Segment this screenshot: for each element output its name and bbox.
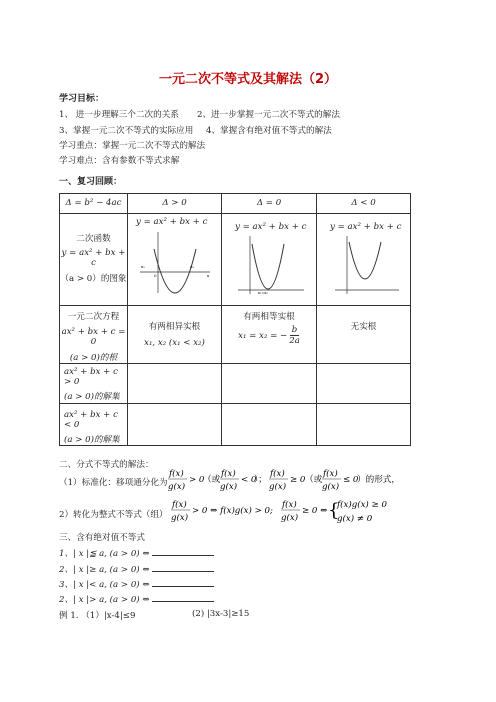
key-point: 学习重点：掌握一元二次不等式的解法 <box>59 141 206 151</box>
svg-text:0: 0 <box>154 273 157 278</box>
svg-text:> 0 ⇔ f(x)g(x) > 0;: > 0 ⇔ f(x)g(x) > 0; <box>192 506 273 516</box>
gt-solution-zero <box>222 364 317 404</box>
svg-text:）；: ）； <box>254 475 267 485</box>
goal-1: 1、 进一步理解三个二次的关系 <box>59 110 179 120</box>
abs-item-1: 1、| x |≦ a, (a > 0) ⇔ <box>59 547 214 559</box>
svg-text:f(x): f(x) <box>270 469 285 479</box>
lt-solution-label: ax² + bx + c < 0 (a > 0)的解集 <box>60 404 128 446</box>
goal-2: 2、进一步掌握一元二次不等式的解法 <box>197 110 340 120</box>
svg-text:g(x): g(x) <box>322 482 340 492</box>
roots-delta-negative: 无实根 <box>317 306 411 364</box>
fraction-step1-prefix: （1）标准化：移项通分化为 <box>59 478 168 488</box>
answer-blank-2 <box>152 563 214 572</box>
svg-text:f(x): f(x) <box>323 469 338 479</box>
abs-item-4: 2、| x |> a, (a > 0) ⇔ <box>59 593 214 605</box>
svg-text:f(x): f(x) <box>282 500 297 510</box>
gt-solution-pos <box>128 364 222 404</box>
svg-text:f(x): f(x) <box>221 469 236 479</box>
parabola-no-root <box>317 232 410 298</box>
page-title: 一元二次不等式及其解法（2） <box>158 72 338 87</box>
review-table <box>59 193 411 446</box>
fraction-heading: 二、分式不等式的解法： <box>59 460 154 470</box>
goal-4: 4、掌握含有绝对值不等式的解法 <box>206 126 332 136</box>
equation-label-cell: 一元二次方程 ax² + bx + c = 0 (a > 0)的根 <box>60 306 128 364</box>
svg-text:f(x)g(x) ≥ 0: f(x)g(x) ≥ 0 <box>337 500 387 510</box>
header-delta-positive: Δ > 0 <box>128 194 222 214</box>
answer-blank-1 <box>152 547 214 556</box>
gt-solution-neg <box>317 364 411 404</box>
svg-text:g(x) ≠ 0: g(x) ≠ 0 <box>337 514 373 524</box>
svg-text:≥ 0 ⇔: ≥ 0 ⇔ <box>302 506 328 516</box>
svg-text:x₁=x₂: x₁=x₂ <box>258 291 268 295</box>
svg-text:{: { <box>328 500 340 521</box>
svg-text:f(x): f(x) <box>169 469 184 479</box>
goals-heading: 学习目标： <box>59 94 105 104</box>
svg-text:≤ 0: ≤ 0 <box>343 475 359 485</box>
goal-3: 3、掌握一元二次不等式的实际应用 <box>59 126 194 136</box>
lt-solution-pos <box>128 404 222 446</box>
svg-text:> 0: > 0 <box>189 475 205 485</box>
difficult-point: 学习难点：含有参数不等式求解 <box>59 156 180 166</box>
abs-heading: 三、含有绝对值不等式 <box>59 533 145 543</box>
graph-delta-zero: y = ax² + bx + c x₁=x₂ <box>222 214 317 306</box>
fraction-step2-formula <box>169 497 419 529</box>
svg-text:f(x): f(x) <box>172 500 187 510</box>
lt-solution-neg <box>317 404 411 446</box>
svg-text:x: x <box>207 273 210 278</box>
svg-text:< 0: < 0 <box>241 475 257 485</box>
svg-text:（或: （或 <box>203 475 221 485</box>
example-1b: (2) |3x-3|≥15 <box>192 609 250 619</box>
fraction-step2-prefix: 2）转化为整式不等式（组） <box>59 510 168 520</box>
fraction-step1-formula <box>166 467 416 493</box>
function-label-cell: 二次函数 y = ax² + bx + c （a > 0）的图象 <box>60 214 128 306</box>
roots-delta-zero: 有两相等实根 x₁ = x₂ = − $\frac{b}{2a}$ <box>222 306 317 364</box>
svg-text:g(x): g(x) <box>281 513 299 523</box>
gt-solution-label: ax² + bx + c > 0 (a > 0)的解集 <box>60 364 128 404</box>
svg-text:g(x): g(x) <box>269 482 287 492</box>
svg-text:g(x): g(x) <box>168 482 186 492</box>
graph-delta-positive: y = ax² + bx + c x₁ x₂ x 0 <box>128 214 222 306</box>
header-delta-negative: Δ < 0 <box>317 194 411 214</box>
abs-item-2: 2、| x |≥ a, (a > 0) ⇔ <box>59 563 214 575</box>
svg-text:g(x): g(x) <box>220 482 238 492</box>
fraction-step1 <box>59 476 168 488</box>
parabola-one-root <box>222 232 316 298</box>
svg-text:x₁: x₁ <box>141 264 145 269</box>
svg-text:x₂: x₂ <box>190 264 194 269</box>
answer-blank-3 <box>152 578 214 587</box>
graph-delta-negative: y = ax² + bx + c <box>317 214 411 306</box>
svg-text:（或: （或 <box>305 475 323 485</box>
roots-delta-positive: 有两相异实根 x₁, x₂ (x₁ < x₂) <box>128 306 222 364</box>
header-delta: Δ = b² − 4ac <box>60 194 128 214</box>
svg-text:）的形式，: ）的形式， <box>357 475 400 485</box>
review-heading: 一、复习回顾： <box>59 177 123 187</box>
answer-blank-4 <box>152 593 214 602</box>
header-delta-zero: Δ = 0 <box>222 194 317 214</box>
parabola-two-roots <box>128 227 221 297</box>
abs-item-3: 3、| x |< a, (a > 0) ⇔ <box>59 578 214 590</box>
svg-text:≥ 0: ≥ 0 <box>290 475 306 485</box>
lt-solution-zero <box>222 404 317 446</box>
svg-text:g(x): g(x) <box>171 513 189 523</box>
example-1a: 例 1. （1）|x-4|≤9 <box>59 611 136 621</box>
fraction-step2 <box>59 508 168 520</box>
